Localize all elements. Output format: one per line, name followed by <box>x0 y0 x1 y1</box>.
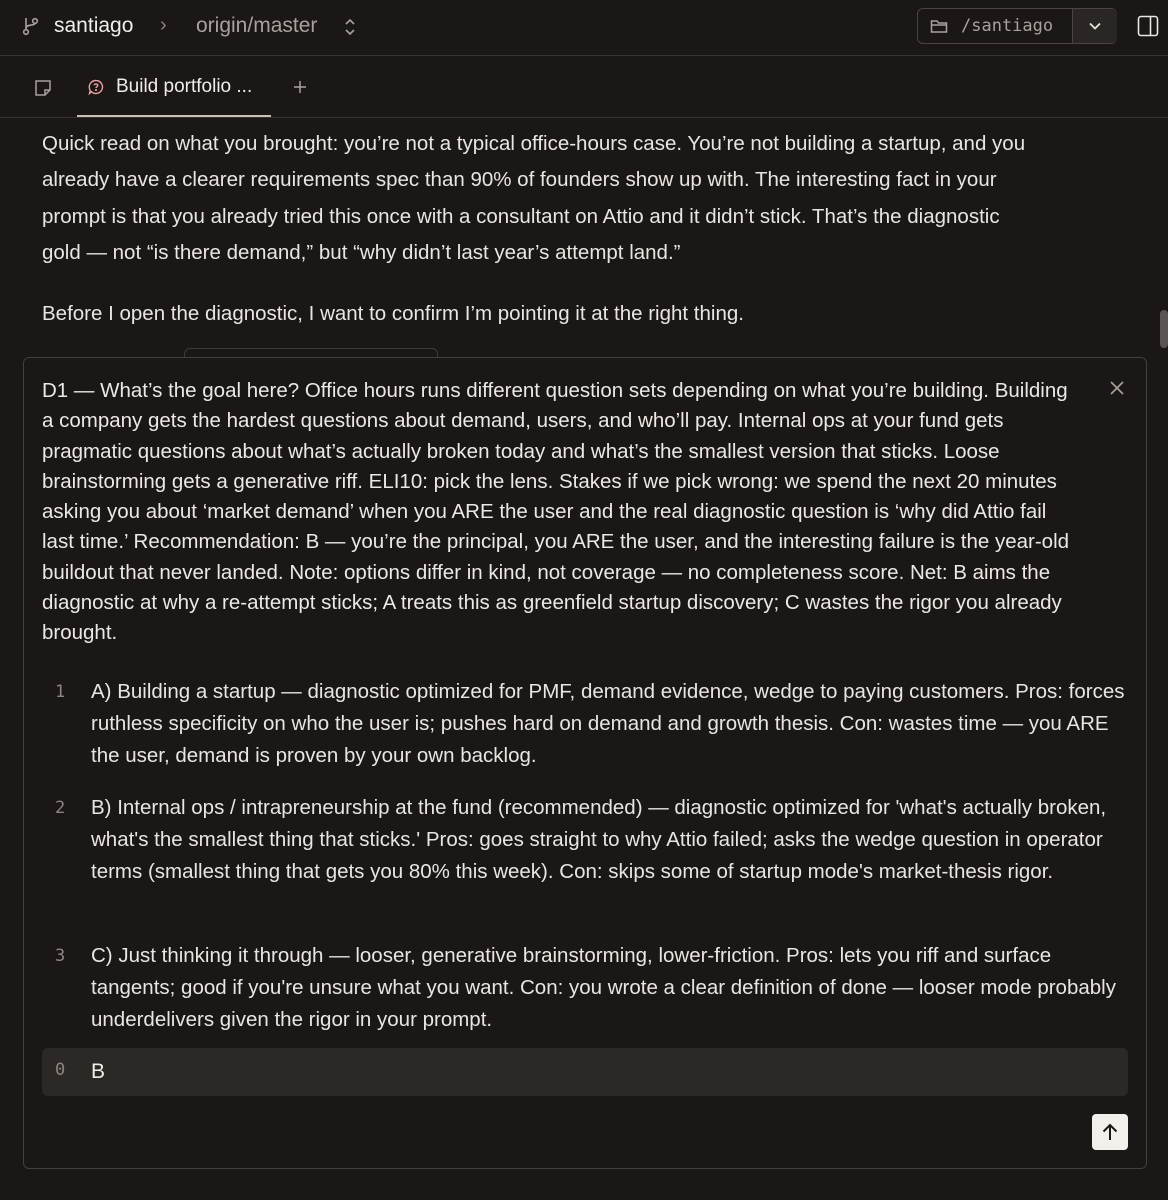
option-number: 1 <box>55 682 66 702</box>
answer-input[interactable] <box>89 1048 1113 1096</box>
close-icon[interactable] <box>1110 381 1124 395</box>
option-number: 2 <box>55 798 66 818</box>
message-paragraph: Quick read on what you brought: you’re not a typical office-hours case. You’re not building a startup, and you already have a clearer requirements spec than 90% of founders show up with. The interesting fact in your prompt is that you already tried this once with a consultant on Attio and it didn’t stick. That’s the diagnostic gold — not “is there demand,” but “why didn’t last year’s attempt land.” <box>42 132 1026 264</box>
git-branch-icon <box>22 16 40 36</box>
assistant-message <box>42 126 1042 332</box>
option-number: 3 <box>55 946 66 966</box>
repo-name[interactable]: santiago <box>54 14 134 37</box>
scrollbar-thumb[interactable] <box>1160 310 1168 348</box>
tab-build-portfolio[interactable] <box>77 57 271 117</box>
notes-icon[interactable] <box>34 79 52 97</box>
option-text: B) Internal ops / intrapreneurship at the fund (recommended) — diagnostic optimized for 'what's actually broken, what's the smallest thing that sticks.' Pros: goes straight to why Attio failed; asks the wedge question in operator terms (smallest thing that gets you 80% this week). Con: skips some of startup mode's market-thesis rigor. <box>91 796 1107 883</box>
option-text: A) Building a startup — diagnostic optimized for PMF, demand evidence, wedge to paying customers. Pros: forces ruthless specificity on who the user is; pushes hard on demand and growth thesis. Con: wastes time — you ARE the user, demand is proven by your own backlog. <box>91 680 1125 767</box>
folder-icon <box>930 18 948 34</box>
breadcrumb-separator: › <box>160 14 167 36</box>
working-directory-selector[interactable] <box>917 8 1117 44</box>
new-tab-icon[interactable] <box>292 79 308 95</box>
question-text: D1 — What’s the goal here? Office hours runs different question sets depending on what you’re building. Building a company gets the hardest questions about demand, users, and who’ll pay. Internal ops at your fund gets pragmatic questions about what’s actually broken today and what’s the smallest version that sticks. Loose brainstorming gets a generative riff. ELI10: pick the lens. Stakes if we pick wrong: we spend the next 20 minutes asking you about ‘market demand’ when you ARE the user and the real diagnostic question is ‘why did Attio fail last time.’ Recommendation: B — you’re the principal, you ARE the user, and the interesting failure is the year-old buildout that never landed. Note: options differ in kind, not coverage — no completeness score. Net: B aims the diagnostic at why a re-attempt sticks; A treats this as greenfield startup discovery; C wastes the rigor you already brought. <box>42 379 1070 645</box>
question-bubble-icon <box>88 79 104 95</box>
tab-label: Build portfolio ... <box>116 76 253 97</box>
branch-selector[interactable]: origin/master <box>196 14 318 37</box>
question-card <box>23 357 1147 1169</box>
answer-number: 0 <box>55 1060 66 1080</box>
chevron-updown-icon[interactable] <box>342 16 358 38</box>
option-text: C) Just thinking it through — looser, generative brainstorming, lower-friction. Pros: lets you riff and surface tangents; good if you're unsure what you want. Con: you wrote a clear definition of done — looser mode probably underdelivers given the rigor in your prompt. <box>91 944 1116 1031</box>
answer-row[interactable] <box>42 1048 1128 1096</box>
directory-path: /santiago <box>961 16 1054 36</box>
send-button[interactable] <box>1092 1114 1128 1150</box>
top-bar <box>0 0 1168 56</box>
tab-bar <box>0 57 1168 118</box>
message-paragraph: Before I open the diagnostic, I want to confirm I’m pointing it at the right thing. <box>42 302 744 326</box>
chevron-down-icon <box>1088 19 1102 33</box>
arrow-up-icon <box>1101 1122 1119 1142</box>
toggle-sidebar-icon[interactable] <box>1137 15 1159 37</box>
directory-dropdown-button[interactable] <box>1073 9 1117 43</box>
